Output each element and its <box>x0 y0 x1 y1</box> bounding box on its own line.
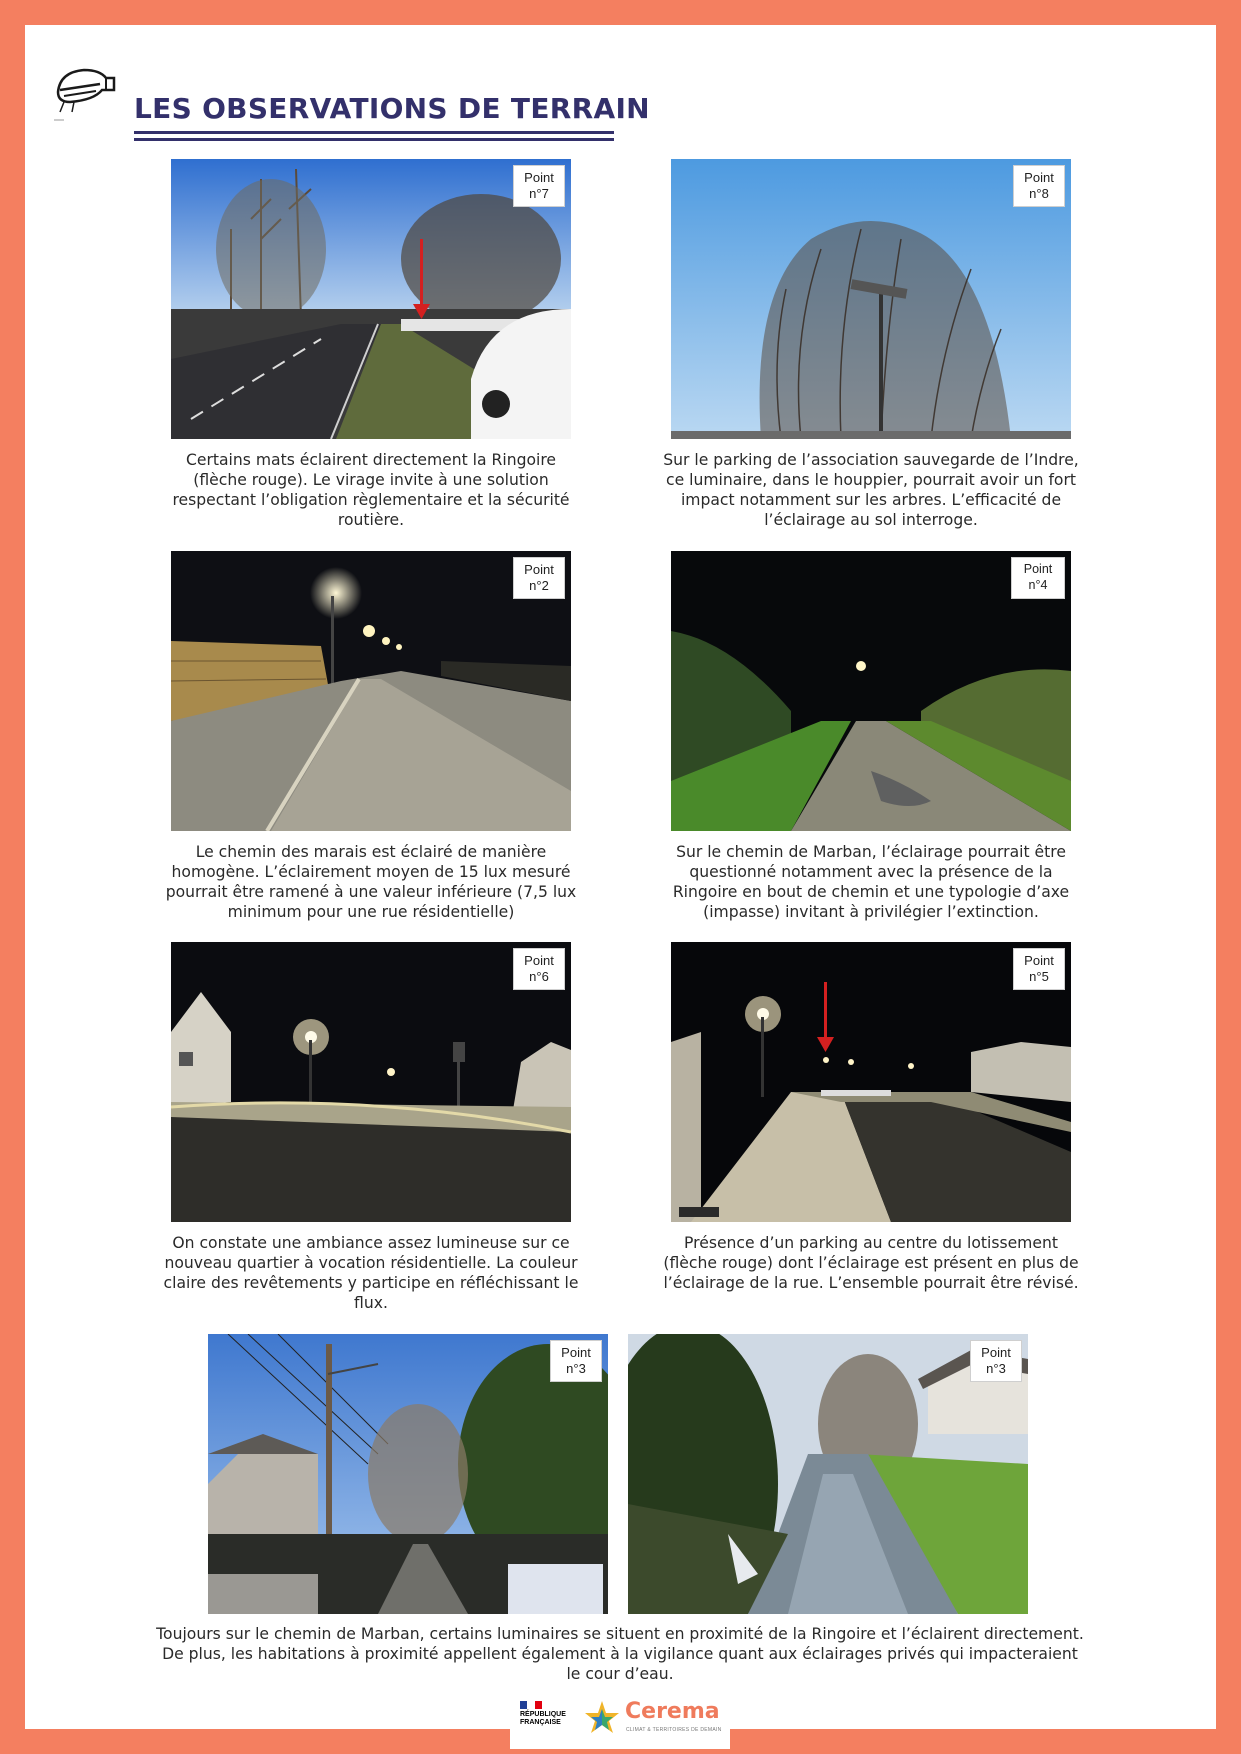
footer-logos <box>510 1693 730 1749</box>
photo-point-4 <box>671 551 1071 831</box>
street-lamp-icon <box>50 60 116 140</box>
point-tag: Point n°4 <box>1011 557 1065 599</box>
photo-point-3-stream <box>628 1334 1028 1614</box>
photo-point-5 <box>671 942 1071 1222</box>
caption-point-8: Sur le parking de l’association sauvegarde de l’Indre, ce luminaire, dans le houppier, pourrait avoir un fort impact notamment sur les arbres. L’efficacité de l’éclairage au sol interroge. <box>663 451 1079 529</box>
cerema-tagline: CLIMAT & TERRITOIRES DE DEMAIN <box>626 1727 722 1733</box>
page-title: LES OBSERVATIONS DE TERRAIN <box>134 92 650 125</box>
caption-point-4: Sur le chemin de Marban, l’éclairage pourrait être questionné notamment avec la présence de la Ringoire en bout de chemin et une typologie d’axe (impasse) invitant à privilégier l’extinction. <box>672 843 1070 921</box>
photo-point-3-lane <box>208 1334 608 1614</box>
caption-point-3: Toujours sur le chemin de Marban, certains luminaires se situent en proximité de la Ringoire et l’éclairent directement. De plus, les habitations à proximité appellent également à la vigilance quant aux éclairages privés qui impacteraient le cour d’eau. <box>156 1625 1084 1683</box>
caption-point-5: Présence d’un parking au centre du lotissement (flèche rouge) dont l’éclairage est présent en plus de l’éclairage de la rue. L’ensemble pourrait être révisé. <box>663 1234 1079 1292</box>
republique-francaise-text: RÉPUBLIQUE FRANÇAISE <box>520 1711 566 1726</box>
point-tag: Point n°3 <box>550 1340 602 1382</box>
point-tag: Point n°5 <box>1013 948 1065 990</box>
point-tag: Point n°2 <box>513 557 565 599</box>
caption-point-7: Certains mats éclairent directement la Ringoire (flèche rouge). Le virage invite à une solution respectant l’obligation règlementaire et la sécurité routière. <box>172 451 570 529</box>
photo-point-6 <box>171 942 571 1222</box>
point-tag: Point n°3 <box>970 1340 1022 1382</box>
point-tag: Point n°6 <box>513 948 565 990</box>
point-tag: Point n°7 <box>513 165 565 207</box>
title-underline <box>134 131 614 141</box>
republique-francaise-logo <box>520 1701 542 1709</box>
caption-point-2: Le chemin des marais est éclairé de manière homogène. L’éclairement moyen de 15 lux mesuré pourrait être ramené à une valeur inférieure (7,5 lux minimum pour une rue résidentielle) <box>165 843 577 921</box>
caption-point-6: On constate une ambiance assez lumineuse sur ce nouveau quartier à vocation résidentielle. La couleur claire des revêtements y participe en réfléchissant le flux. <box>163 1234 579 1312</box>
point-tag: Point n°8 <box>1013 165 1065 207</box>
photo-point-8 <box>671 159 1071 439</box>
photo-point-7 <box>171 159 571 439</box>
cerema-wordmark: Cerema <box>625 1699 720 1724</box>
cerema-logo-icon <box>582 1699 622 1735</box>
photo-point-2 <box>171 551 571 831</box>
